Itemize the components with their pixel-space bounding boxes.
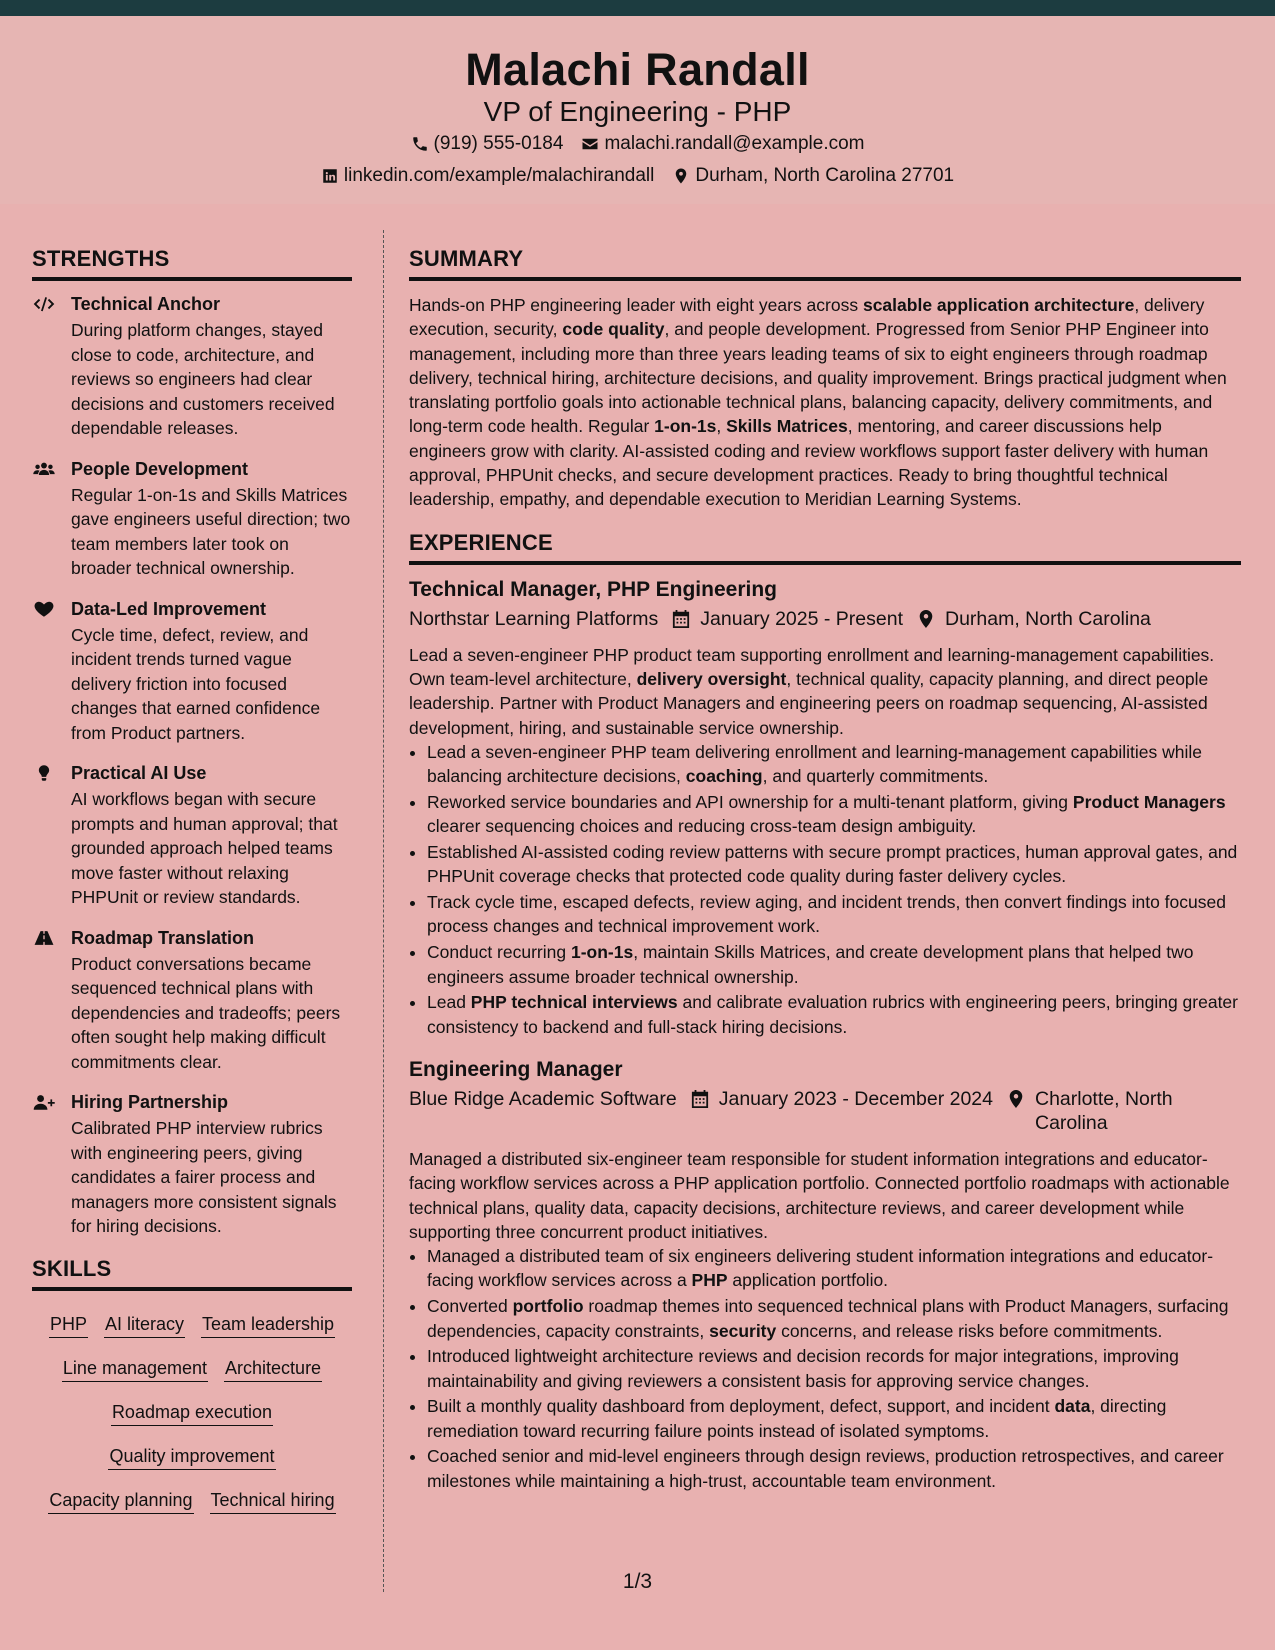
candidate-name: Malachi Randall xyxy=(465,44,810,95)
job-meta xyxy=(409,607,1241,631)
linkedin-contact[interactable] xyxy=(321,165,655,187)
job-bullet: • Lead PHP technical interviews and calibrate evaluation rubrics with engineering peers, bringing greater consistency to backend and full-stack hiring decisions. xyxy=(427,990,1241,1039)
job-location xyxy=(917,607,1151,631)
top-accent-bar xyxy=(0,0,1275,16)
strength-description: Regular 1-on-1s and Skills Matrices gave engineers useful direction; two team members later took on broader technical ownership. xyxy=(71,484,351,578)
map-pin-icon xyxy=(672,167,690,185)
skills-heading: SKILLS xyxy=(32,1256,352,1291)
job-dates xyxy=(691,1087,993,1111)
strength-name: Technical Anchor xyxy=(71,294,221,314)
skill-tag: Capacity planning xyxy=(48,1489,193,1514)
linkedin-text: linkedin.com/example/malachirandall xyxy=(343,165,655,186)
strength-description: Product conversations became sequenced technical plans with dependencies and tradeoffs; peers often sought help making difficult commitments clear. xyxy=(71,953,341,1072)
job-title: Engineering Manager xyxy=(409,1057,623,1081)
envelope-icon xyxy=(581,135,599,153)
job-entry xyxy=(409,577,1241,1039)
job-bullet: • Introduced lightweight architecture reviews and decision records for major integrations, improving maintainability and giving reviewers a consistent basis for approving service changes. xyxy=(427,1344,1241,1393)
email-text: malachi.randall@example.com xyxy=(604,133,865,154)
strength-item xyxy=(32,598,352,746)
candidate-title: VP of Engineering - PHP xyxy=(483,96,792,127)
lightbulb-icon xyxy=(32,763,56,783)
code-icon xyxy=(32,294,56,314)
strength-item xyxy=(32,927,352,1075)
user-plus-icon xyxy=(32,1092,56,1112)
calendar-icon xyxy=(672,609,690,629)
strength-item xyxy=(32,293,352,441)
job-description: Managed a distributed six-engineer team responsible for student information integrations and educator-facing workflow services across a PHP application portfolio. Connected portfolio roadmaps with actionable technical plans, quality data, capacity decisions, architecture reviews, and career development while supporting three concurrent product initiatives. xyxy=(409,1148,1230,1242)
job-location-text: Durham, North Carolina xyxy=(944,607,1151,630)
experience-heading: EXPERIENCE xyxy=(409,530,1241,565)
job-bullet: • Lead a seven-engineer PHP team delivering enrollment and learning-management capabilities while balancing architecture decisions, coaching, and quarterly commitments. xyxy=(427,740,1241,789)
summary-heading: SUMMARY xyxy=(409,246,1241,281)
job-location-text: Charlotte, North Carolina xyxy=(1034,1087,1173,1134)
job-description: Lead a seven-engineer PHP product team supporting enrollment and learning-management capabilities. Own team-level architecture, delivery oversight, technical quality, capacity planning, and direct people leadership. Partner with Product Managers and engineering peers on roadmap sequencing, AI-assisted development, hiring, and sustainable service ownership. xyxy=(409,644,1215,738)
skill-tag: Roadmap execution xyxy=(111,1401,273,1426)
phone-icon xyxy=(411,135,429,153)
summary-text: Hands-on PHP engineering leader with eight years across scalable application architecture, delivery execution, security, code quality, and people development. Progressed from Senior PHP Engineer into management, including more than three years leading teams of six to eight engineers through roadmap delivery, technical hiring, architecture decisions, and quality improvement. Brings practical judgment when translating portfolio goals into actionable technical plans, balancing capacity, delivery commitments, and long-term code health. Regular 1-on-1s, Skills Matrices, mentoring, and career discussions help engineers grow with clarity. AI-assisted coding and review workflows support faster delivery with human approval, PHPUnit checks, and secure development practices. Ready to bring thoughtful technical leadership, empathy, and dependable execution to Meridian Learning Systems. xyxy=(409,295,1227,510)
road-icon xyxy=(32,928,56,948)
skill-tag: Line management xyxy=(62,1357,208,1382)
strength-name: Hiring Partnership xyxy=(71,1092,229,1112)
map-pin-icon xyxy=(1007,1089,1025,1109)
strength-item xyxy=(32,1091,352,1239)
email-contact[interactable] xyxy=(581,133,864,155)
job-bullet: • Reworked service boundaries and API ownership for a multi-tenant platform, giving Product Managers clearer sequencing choices and reducing cross-team design ambiguity. xyxy=(427,790,1241,839)
job-company: Blue Ridge Academic Software xyxy=(409,1087,677,1110)
phone-text: (919) 555-0184 xyxy=(433,133,564,154)
skill-tag: AI literacy xyxy=(104,1313,185,1338)
contact-line-2 xyxy=(0,165,1275,187)
phone-contact xyxy=(411,133,564,155)
job-bullet: • Managed a distributed team of six engineers delivering student information integrations and educator-facing workflow services across a PHP application portfolio. xyxy=(427,1244,1241,1293)
strength-item xyxy=(32,762,352,910)
job-bullet: • Coached senior and mid-level engineers through design reviews, production retrospectives, and career milestones while maintaining a high-trust, accountable team environment. xyxy=(427,1444,1241,1493)
heart-icon xyxy=(32,599,56,619)
job-bullet: • Conduct recurring 1-on-1s, maintain Skills Matrices, and create development plans that helped two engineers assume broader technical ownership. xyxy=(427,940,1241,989)
strengths-heading: STRENGTHS xyxy=(32,246,352,281)
skill-tag: Technical hiring xyxy=(210,1489,336,1514)
strengths-list xyxy=(32,293,352,1239)
strength-description: Calibrated PHP interview rubrics with engineering peers, giving candidates a fairer process and managers more consistent signals for hiring decisions. xyxy=(71,1118,337,1236)
location-contact xyxy=(672,165,954,187)
resume-header xyxy=(0,16,1275,204)
job-meta xyxy=(409,1087,1241,1135)
job-location xyxy=(1007,1087,1217,1135)
calendar-icon xyxy=(691,1089,709,1109)
job-bullets xyxy=(427,740,1241,1039)
page-number: 1/3 xyxy=(622,1570,653,1593)
location-text: Durham, North Carolina 27701 xyxy=(695,165,955,186)
contact-line-1 xyxy=(0,133,1275,155)
map-pin-icon xyxy=(917,609,935,629)
job-dates xyxy=(672,607,903,631)
experience-list xyxy=(409,577,1241,1493)
strength-name: Practical AI Use xyxy=(71,763,207,783)
linkedin-icon xyxy=(321,167,339,185)
job-title: Technical Manager, PHP Engineering xyxy=(409,577,777,601)
job-bullet: • Built a monthly quality dashboard from deployment, defect, support, and incident data, directing remediation toward recurring failure points instead of isolated symptoms. xyxy=(427,1394,1241,1443)
skills-list xyxy=(32,1303,352,1527)
right-column xyxy=(409,246,1241,1511)
strength-name: People Development xyxy=(71,458,249,479)
job-bullet: • Track cycle time, escaped defects, review aging, and incident trends, then convert findings into focused process changes and technical improvement work. xyxy=(427,890,1241,939)
job-company: Northstar Learning Platforms xyxy=(409,607,659,630)
job-entry xyxy=(409,1057,1241,1493)
skill-tag: Architecture xyxy=(224,1357,322,1382)
skill-tag: Quality improvement xyxy=(108,1445,275,1470)
skill-tag: Team leadership xyxy=(201,1313,335,1338)
strength-name: Roadmap Translation xyxy=(71,927,255,948)
job-bullet: • Established AI-assisted coding review patterns with secure prompt practices, human approval gates, and PHPUnit coverage checks that protected code quality during faster delivery cycles. xyxy=(427,840,1241,889)
strength-description: During platform changes, stayed close to code, architecture, and reviews so engineers had clear decisions and customers received dependable releases. xyxy=(71,320,335,438)
job-dates-text: January 2023 - December 2024 xyxy=(718,1087,993,1110)
job-bullets xyxy=(427,1244,1241,1493)
strength-description: AI workflows began with secure prompts and human approval; that grounded approach helped teams move faster without relaxing PHPUnit or review standards. xyxy=(71,789,338,907)
left-column xyxy=(32,246,352,1527)
strength-name: Data-Led Improvement xyxy=(71,598,267,619)
job-bullet: • Converted portfolio roadmap themes into sequenced technical plans with Product Managers, surfacing dependencies, capacity constraints, security concerns, and release risks before commitments. xyxy=(427,1294,1241,1343)
column-divider xyxy=(383,230,384,1592)
skill-tag: PHP xyxy=(49,1313,88,1338)
job-dates-text: January 2025 - Present xyxy=(700,607,903,630)
users-icon xyxy=(32,459,56,479)
strength-item xyxy=(32,458,352,581)
strength-description: Cycle time, defect, review, and incident trends turned vague delivery friction into focused changes that earned confidence from Product partners. xyxy=(71,624,321,743)
